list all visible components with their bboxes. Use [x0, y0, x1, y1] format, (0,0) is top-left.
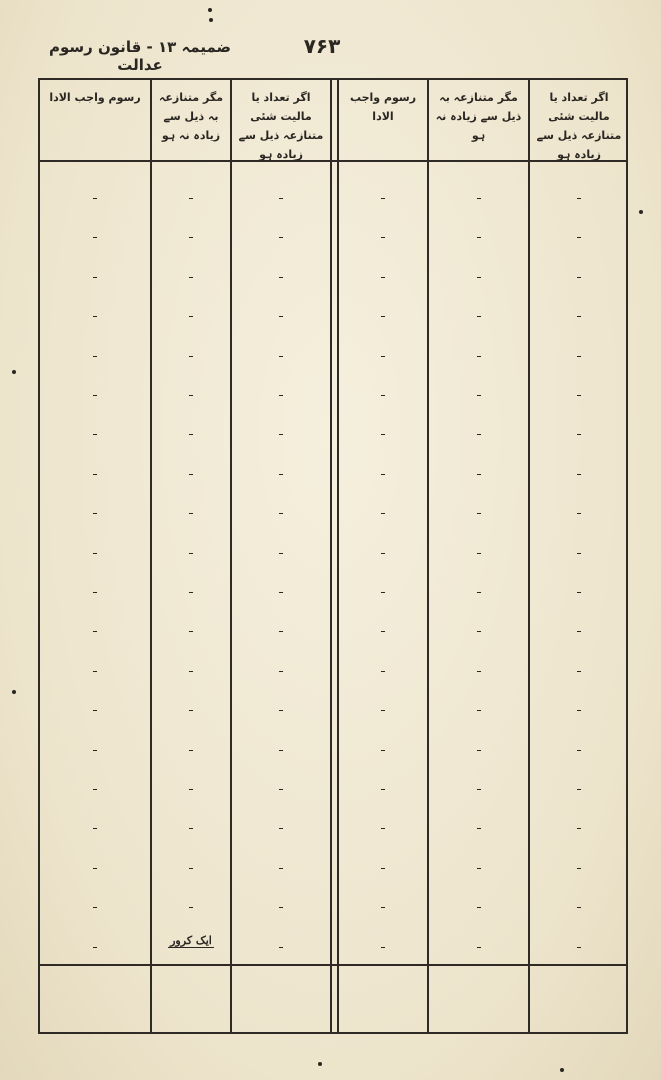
table-cell	[431, 211, 526, 251]
cell-text	[189, 855, 193, 869]
cell-text	[381, 894, 385, 908]
cell-text	[577, 224, 581, 238]
table-cell	[532, 645, 626, 685]
table-cell	[154, 330, 228, 370]
column-divider	[230, 80, 232, 1032]
table-cell	[341, 172, 425, 212]
table-cell	[234, 684, 328, 724]
table-cell	[44, 369, 146, 409]
footer-rule	[40, 964, 626, 966]
cell-text	[477, 737, 481, 751]
table-cell	[532, 211, 626, 251]
cell-text	[477, 303, 481, 317]
table-cell	[154, 921, 228, 961]
table-cell	[532, 881, 626, 921]
table-cell	[532, 369, 626, 409]
table-cell	[431, 842, 526, 882]
cell-text	[477, 382, 481, 396]
table-cell	[44, 330, 146, 370]
cell-text	[477, 421, 481, 435]
table-cell	[44, 724, 146, 764]
cell-text	[93, 343, 97, 357]
cell-text	[477, 776, 481, 790]
cell-text	[279, 264, 283, 278]
column-heading-exceeds-right: اگر تعداد یا مالیت شئی متنازعہ ذیل سے زیادہ ہو	[536, 91, 622, 161]
cell-text	[477, 579, 481, 593]
table-cell	[341, 881, 425, 921]
table-cell	[431, 724, 526, 764]
table-cell	[154, 724, 228, 764]
cell-text	[279, 658, 283, 672]
cell-text	[189, 185, 193, 199]
column-divider	[330, 80, 332, 1032]
cell-text	[93, 579, 97, 593]
cell-text	[381, 697, 385, 711]
table-cell	[44, 527, 146, 567]
table-cell	[44, 566, 146, 606]
cell-text	[279, 579, 283, 593]
cell-text	[477, 264, 481, 278]
table-cell	[154, 527, 228, 567]
cell-text	[93, 697, 97, 711]
cell-text	[93, 894, 97, 908]
cell-text	[381, 618, 385, 632]
table-cell	[532, 172, 626, 212]
table-cell	[154, 842, 228, 882]
table-cell	[44, 684, 146, 724]
column-heading-fee-payable-right: رسوم واجب الادا	[349, 91, 417, 123]
table-cell	[532, 330, 626, 370]
table-cell	[341, 290, 425, 330]
cell-text	[189, 894, 193, 908]
cell-text	[577, 776, 581, 790]
table-cell	[341, 684, 425, 724]
table-cell	[234, 290, 328, 330]
column-divider	[528, 80, 530, 1032]
table-cell	[154, 448, 228, 488]
table-cell	[431, 605, 526, 645]
table-cell	[341, 842, 425, 882]
column-heading-exceeds-left: اگر تعداد یا مالیت شئی متنازعہ ذیل سے زیادہ ہو	[238, 91, 324, 161]
paper-speck	[12, 370, 16, 374]
cell-text	[93, 815, 97, 829]
cell-text	[93, 540, 97, 554]
cell-text	[189, 618, 193, 632]
cell-text	[189, 815, 193, 829]
cell-text	[381, 737, 385, 751]
cell-text	[477, 815, 481, 829]
paper-speck	[12, 690, 16, 694]
table-cell	[234, 724, 328, 764]
cell-text	[477, 658, 481, 672]
table-cell	[234, 605, 328, 645]
table-cell	[532, 842, 626, 882]
cell-text	[279, 185, 283, 199]
column-divider	[427, 80, 429, 1032]
column-heading-fee-payable-left: رسوم واجب الادا	[49, 91, 141, 104]
table-cell	[431, 645, 526, 685]
cell-text	[577, 934, 581, 948]
table-cell	[532, 408, 626, 448]
cell-text	[93, 224, 97, 238]
cell-text	[279, 737, 283, 751]
court-fees-table	[38, 78, 628, 1034]
table-cell	[234, 408, 328, 448]
paper-speck	[318, 1062, 322, 1066]
paper-speck	[639, 210, 643, 214]
table-cell	[532, 724, 626, 764]
cell-text	[381, 421, 385, 435]
table-cell	[341, 605, 425, 645]
column-divider	[337, 80, 339, 1032]
cell-text	[477, 343, 481, 357]
cell-text	[381, 855, 385, 869]
cell-text	[279, 776, 283, 790]
table-cell	[234, 251, 328, 291]
cell-text	[93, 618, 97, 632]
cell-text	[189, 697, 193, 711]
cell-text	[279, 618, 283, 632]
paper-speck	[209, 18, 213, 22]
table-cell	[341, 645, 425, 685]
cell-text	[189, 382, 193, 396]
cell-text	[279, 421, 283, 435]
table-cell	[234, 172, 328, 212]
cell-text	[93, 658, 97, 672]
cell-text	[381, 264, 385, 278]
table-cell	[532, 763, 626, 803]
cell-text	[477, 934, 481, 948]
table-cell	[154, 487, 228, 527]
table-cell	[431, 251, 526, 291]
table-cell	[154, 251, 228, 291]
cell-text	[93, 855, 97, 869]
cell-text	[189, 658, 193, 672]
table-cell	[154, 369, 228, 409]
table-cell	[532, 290, 626, 330]
table-cell	[44, 487, 146, 527]
cell-text	[477, 500, 481, 514]
cell-text	[93, 934, 97, 948]
cell-text	[93, 461, 97, 475]
table-cell	[341, 566, 425, 606]
table-cell	[341, 408, 425, 448]
cell-text	[189, 500, 193, 514]
cell-text	[189, 264, 193, 278]
cell-text	[381, 776, 385, 790]
cell-text	[477, 618, 481, 632]
table-cell	[431, 763, 526, 803]
cell-text	[477, 224, 481, 238]
table-cell	[532, 802, 626, 842]
cell-text	[189, 540, 193, 554]
cell-text	[577, 815, 581, 829]
table-cell	[341, 802, 425, 842]
table-cell	[341, 448, 425, 488]
table-cell	[341, 487, 425, 527]
cell-text	[93, 382, 97, 396]
cell-text	[577, 264, 581, 278]
cell-text	[577, 855, 581, 869]
cell-text	[93, 421, 97, 435]
cell-text	[93, 737, 97, 751]
cell-text	[381, 540, 385, 554]
table-cell	[154, 605, 228, 645]
table-cell	[234, 448, 328, 488]
table-cell	[154, 408, 228, 448]
table-cell	[431, 330, 526, 370]
table-cell	[44, 842, 146, 882]
cell-text	[381, 382, 385, 396]
table-cell	[532, 605, 626, 645]
table-cell	[532, 566, 626, 606]
cell-text	[189, 776, 193, 790]
cell-text	[381, 185, 385, 199]
column-divider	[150, 80, 152, 1032]
table-cell	[44, 605, 146, 645]
cell-text	[93, 776, 97, 790]
table-cell	[341, 724, 425, 764]
cell-text	[577, 185, 581, 199]
table-cell	[154, 172, 228, 212]
cell-text	[189, 421, 193, 435]
cell-text	[477, 855, 481, 869]
cell-text	[279, 855, 283, 869]
table-cell	[431, 566, 526, 606]
cell-text	[381, 461, 385, 475]
table-cell	[234, 881, 328, 921]
table-cell	[44, 448, 146, 488]
cell-text	[577, 461, 581, 475]
table-cell	[234, 921, 328, 961]
table-cell	[44, 802, 146, 842]
cell-text	[477, 540, 481, 554]
table-cell	[154, 763, 228, 803]
cell-text	[93, 185, 97, 199]
cell-text	[577, 737, 581, 751]
cell-text	[189, 303, 193, 317]
cell-text	[279, 224, 283, 238]
table-cell	[431, 881, 526, 921]
table-cell	[431, 684, 526, 724]
table-cell	[234, 763, 328, 803]
table-cell	[154, 881, 228, 921]
cell-text: ایک کرور	[170, 933, 212, 947]
table-cell	[154, 566, 228, 606]
table-cell	[431, 802, 526, 842]
cell-text	[93, 264, 97, 278]
cell-text	[279, 343, 283, 357]
table-cell	[44, 172, 146, 212]
cell-text	[279, 815, 283, 829]
cell-text	[381, 224, 385, 238]
table-cell	[44, 763, 146, 803]
cell-text	[577, 343, 581, 357]
table-cell	[154, 290, 228, 330]
cell-text	[381, 579, 385, 593]
table-cell	[341, 921, 425, 961]
table-cell	[234, 566, 328, 606]
column-heading-not-exceeding-left: مگر متنازعہ بہ ذیل سے زیادہ نہ ہو	[158, 91, 224, 142]
header-rule	[40, 160, 626, 162]
table-cell	[154, 645, 228, 685]
cell-text	[279, 500, 283, 514]
cell-text	[381, 815, 385, 829]
table-cell	[234, 842, 328, 882]
cell-text	[279, 894, 283, 908]
table-cell	[431, 921, 526, 961]
cell-text	[381, 658, 385, 672]
table-cell	[44, 211, 146, 251]
table-cell	[341, 251, 425, 291]
table-cell	[44, 290, 146, 330]
paper-speck	[208, 8, 212, 12]
cell-text	[381, 343, 385, 357]
table-cell	[44, 921, 146, 961]
cell-text	[189, 579, 193, 593]
cell-text	[477, 697, 481, 711]
cell-text	[577, 618, 581, 632]
paper-speck	[560, 1068, 564, 1072]
cell-text	[279, 540, 283, 554]
cell-text	[577, 421, 581, 435]
table-cell	[532, 448, 626, 488]
cell-text	[577, 697, 581, 711]
table-cell	[154, 684, 228, 724]
table-cell	[341, 369, 425, 409]
cell-text	[189, 343, 193, 357]
page-number: ۷۶۳	[303, 34, 341, 58]
cell-text	[279, 382, 283, 396]
table-cell	[234, 330, 328, 370]
cell-text	[577, 894, 581, 908]
table-cell	[154, 802, 228, 842]
cell-text	[189, 737, 193, 751]
table-cell	[532, 921, 626, 961]
cell-text	[279, 303, 283, 317]
table-cell	[234, 487, 328, 527]
cell-text	[381, 303, 385, 317]
table-cell	[532, 527, 626, 567]
table-cell	[44, 645, 146, 685]
table-cell	[431, 448, 526, 488]
table-cell	[44, 251, 146, 291]
cell-text	[279, 697, 283, 711]
cell-text	[189, 461, 193, 475]
cell-text	[93, 500, 97, 514]
table-cell	[341, 330, 425, 370]
cell-text	[577, 382, 581, 396]
table-cell	[532, 684, 626, 724]
table-cell	[341, 211, 425, 251]
cell-text	[477, 185, 481, 199]
table-cell	[431, 408, 526, 448]
table-cell	[234, 369, 328, 409]
table-cell	[431, 172, 526, 212]
table-cell	[234, 802, 328, 842]
table-cell	[431, 527, 526, 567]
cell-text	[189, 224, 193, 238]
table-cell	[341, 527, 425, 567]
cell-text	[477, 461, 481, 475]
cell-text	[279, 934, 283, 948]
cell-text	[93, 303, 97, 317]
cell-text	[477, 894, 481, 908]
table-cell	[234, 527, 328, 567]
table-cell	[44, 408, 146, 448]
table-cell	[44, 881, 146, 921]
page-header-title: ضمیمہ ۱۳ - قانون رسوم عدالت	[48, 38, 232, 74]
table-cell	[431, 369, 526, 409]
table-cell	[154, 211, 228, 251]
column-heading-not-exceeding-right: مگر متنازعہ بہ ذیل سے زیادہ نہ ہو	[435, 91, 522, 142]
cell-text	[577, 303, 581, 317]
cell-text	[279, 461, 283, 475]
cell-text	[577, 579, 581, 593]
table-cell	[234, 211, 328, 251]
table-cell	[532, 251, 626, 291]
cell-text	[577, 500, 581, 514]
table-cell	[341, 763, 425, 803]
table-cell	[431, 487, 526, 527]
table-cell	[532, 487, 626, 527]
table-cell	[431, 290, 526, 330]
cell-text	[381, 934, 385, 948]
cell-text	[381, 500, 385, 514]
table-cell	[234, 645, 328, 685]
cell-text	[577, 658, 581, 672]
cell-text	[577, 540, 581, 554]
